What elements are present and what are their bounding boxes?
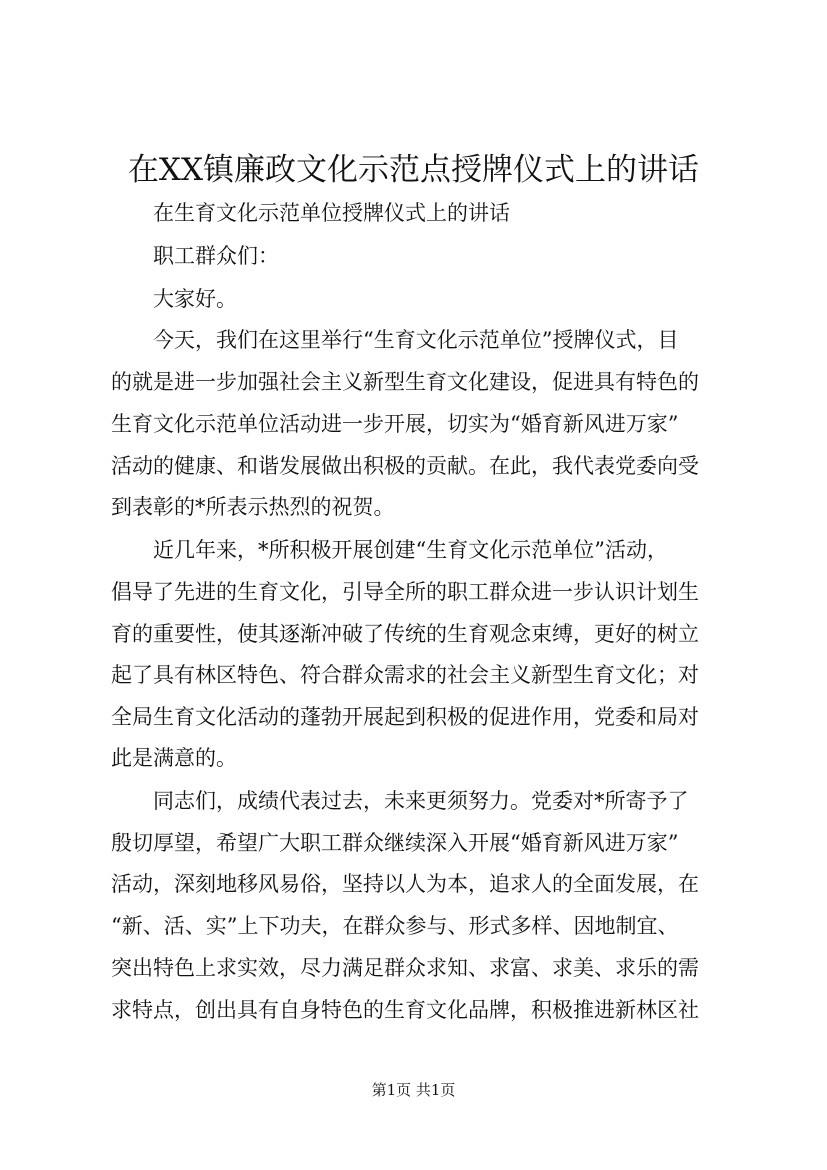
body-line: 全局生育文化活动的蓬勃开展起到积极的促进作用，党委和局对 [111,705,699,729]
body-line: 今天，我们在这里举行“生育文化示范单位”授牌仪式，目 [153,328,679,352]
body-line: 生育文化示范单位活动进一步开展，切实为“婚育新风进万家” [111,412,679,436]
body-line: 活动的健康、和谐发展做出积极的贡献。在此，我代表党委向受 [111,454,699,478]
body-line: 活动，深刻地移风易俗，坚持以人为本，追求人的全面发展，在 [111,872,699,896]
body-line: 育的重要性，使其逐渐冲破了传统的生育观念束缚，更好的树立 [111,622,699,646]
page-footer: 第1页 共1页 [371,1081,456,1099]
body-line: 起了具有林区特色、符合群众需求的社会主义新型生育文化；对 [111,663,699,687]
body-line: 近几年来，*所积极开展创建“生育文化示范单位”活动， [153,538,668,562]
body-line: “新、活、实”上下功夫，在群众参与、形式多样、因地制宜、 [111,914,679,938]
body-line: 此是满意的。 [111,746,237,770]
greeting-line: 大家好。 [153,287,237,311]
body-line: 同志们，成绩代表过去，未来更须努力。党委对*所寄予了 [153,789,689,813]
subtitle-line: 在生育文化示范单位授牌仪式上的讲话 [153,201,510,225]
body-line: 突出特色上求实效，尽力满足群众求知、求富、求美、求乐的需 [111,956,699,980]
document-title: 在XX镇廉政文化示范点授牌仪式上的讲话 [127,152,700,188]
salutation-line: 职工群众们： [153,244,279,268]
body-line: 的就是进一步加强社会主义新型生育文化建设，促进具有特色的 [111,370,699,394]
body-line: 求特点，创出具有自身特色的生育文化品牌，积极推进新林区社 [111,998,699,1022]
body-line: 殷切厚望，希望广大职工群众继续深入开展“婚育新风进万家” [111,831,679,855]
body-line: 倡导了先进的生育文化，引导全所的职工群众进一步认识计划生 [111,580,699,604]
body-line: 到表彰的*所表示热烈的祝贺。 [111,495,395,519]
